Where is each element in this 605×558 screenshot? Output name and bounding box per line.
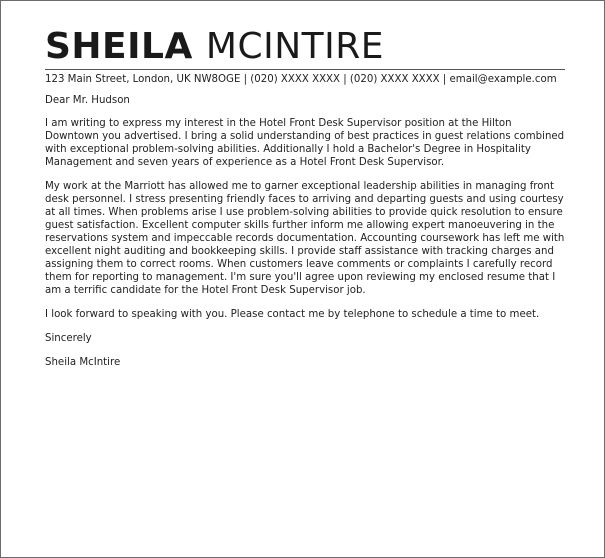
sender-name bbox=[45, 27, 565, 67]
sender-first-name: SHEILA bbox=[45, 26, 193, 67]
signature-name: Sheila McIntire bbox=[45, 357, 121, 368]
paragraph-intro: I am writing to express my interest in the Hotel Front Desk Supervisor position at the Hilton Downtown you advertised. I bring a solid understanding of best practices in guest relations combined with exceptional problem-solving abilities. Additionally I hold a Bachelor's Degree in Hospitality Management and seven years of experience as a Hotel Front Desk Supervisor. bbox=[45, 118, 565, 168]
header-divider bbox=[45, 69, 565, 70]
paragraph-experience: My work at the Marriott has allowed me to garner exceptional leadership abilities in managing front desk personnel. I stress presenting friendly faces to arriving and departing guests and using courtesy at all times. When problems arise I use problem-solving abilities to provide quick resolution to ensure guest satisfaction. Excellent computer skills further inform me allowing expert manoeuvering in the reservations system and impeccable records documentation. Accounting coursework has left me with excellent night auditing and bookkeeping skills. I provide staff assistance with tracking charges and assigning them to correct rooms. When customers leave comments or complaints I carefully record them for reporting to management. I'm sure you'll agree upon reviewing my enclosed resume that I am a terrific candidate for the Hotel Front Desk Supervisor job. bbox=[45, 181, 565, 296]
salutation: Dear Mr. Hudson bbox=[45, 95, 130, 106]
paragraph-closing: I look forward to speaking with you. Please contact me by telephone to schedule a time to meet. bbox=[45, 309, 540, 320]
sender-last-name: MCINTIRE bbox=[205, 26, 385, 67]
letterhead bbox=[45, 27, 565, 86]
contact-line: 123 Main Street, London, UK NW8OGE | (020) XXXX XXXX | (020) XXXX XXXX | email@example.com bbox=[45, 74, 557, 85]
complimentary-close: Sincerely bbox=[45, 333, 92, 344]
letter-body bbox=[45, 94, 567, 380]
